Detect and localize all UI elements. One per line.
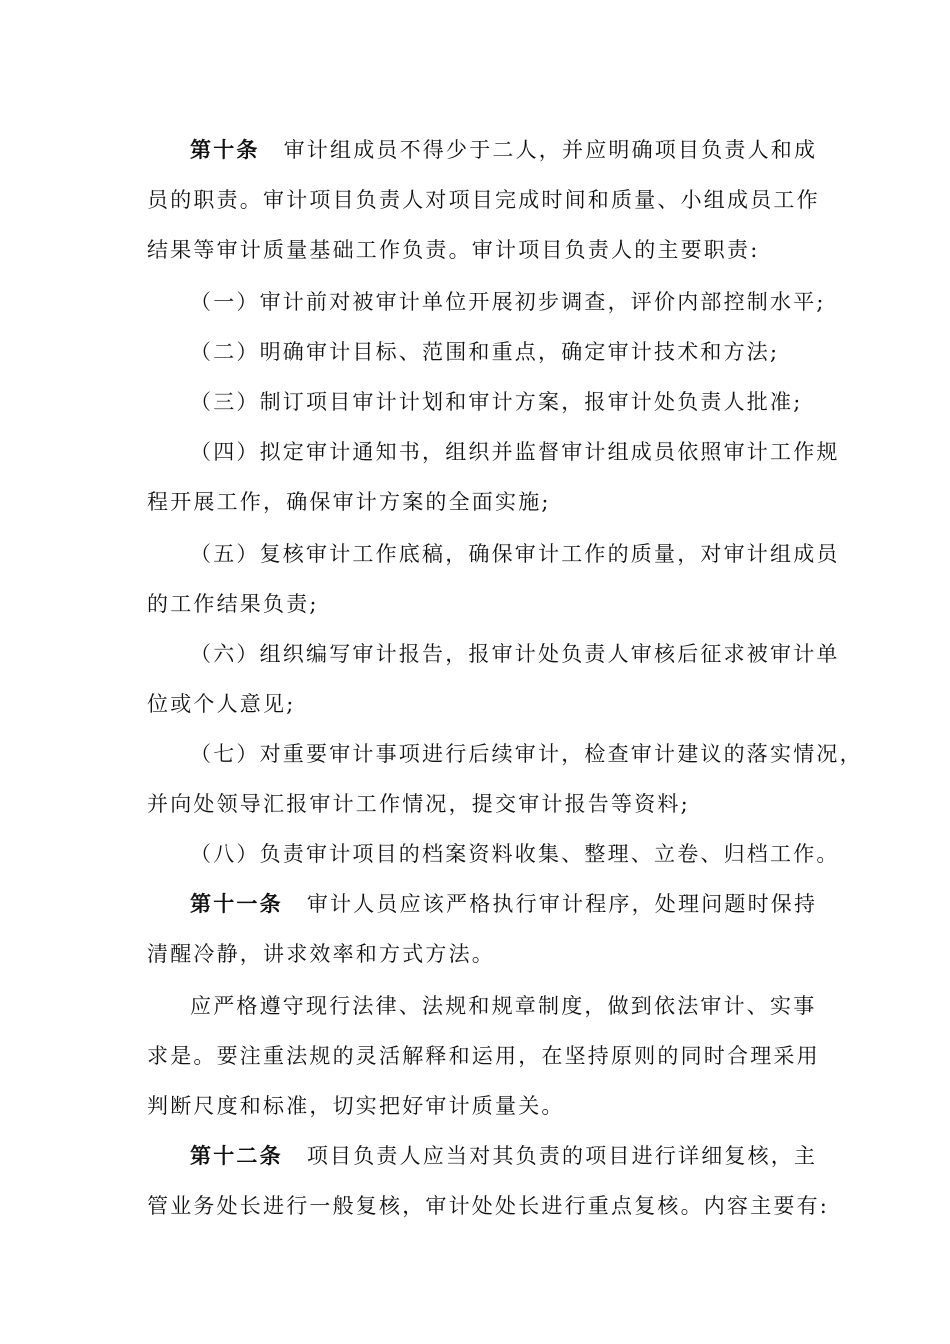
article-10-line-3: 结果等审计质量基础工作负责。审计项目负责人的主要职责: — [147, 238, 760, 262]
list-item-3: （三）制订项目审计计划和审计方案，报审计处负责人批准; — [190, 390, 803, 414]
article-number: 第十条 — [190, 137, 260, 162]
paragraph-text: 审计组成员不得少于二人，并应明确项目负责人和成 — [283, 138, 818, 162]
list-item-2: （二）明确审计目标、范围和重点，确定审计技术和方法; — [190, 340, 780, 364]
article-10-line-1 — [190, 136, 870, 164]
article-number: 第十二条 — [190, 1143, 283, 1168]
article-11-para-2-line-1: 应严格遵守现行法律、法规和规章制度，做到依法审计、实事 — [190, 994, 817, 1018]
list-item-7-line-2: 并向处领导汇报审计工作情况，提交审计报告等资料; — [147, 792, 690, 816]
article-12-line-1 — [190, 1142, 870, 1170]
list-item-6-line-1: （六）组织编写审计报告，报审计处负责人审核后征求被审计单 — [190, 642, 840, 666]
paragraph-text: 审计人员应该严格执行审计程序，处理问题时保持 — [306, 892, 818, 916]
list-item-7-line-1: （七）对重要审计事项进行后续审计，检查审计建议的落实情况， — [190, 742, 863, 766]
article-11-para-2-line-3: 判断尺度和标准，切实把好审计质量关。 — [147, 1094, 565, 1118]
list-item-5-line-1: （五）复核审计工作底稿，确保审计工作的质量，对审计组成员 — [190, 542, 840, 566]
article-12-line-2: 管业务处长进行一般复核，审计处处长进行重点复核。内容主要有: — [147, 1194, 830, 1218]
list-item-5-line-2: 的工作结果负责; — [147, 592, 319, 616]
article-11-para-2-line-2: 求是。要注重法规的灵活解释和运用，在坚持原则的同时合理采用 — [147, 1044, 820, 1068]
list-item-6-line-2: 位或个人意见; — [147, 692, 296, 716]
article-10-line-2: 员的职责。审计项目负责人对项目完成时间和质量、小组成员工作 — [147, 188, 820, 212]
paragraph-text: 项目负责人应当对其负责的项目进行详细复核，主 — [306, 1144, 818, 1168]
list-item-8: （八）负责审计项目的档案资料收集、整理、立卷、归档工作。 — [190, 842, 840, 866]
list-item-4-line-1: （四）拟定审计通知书，组织并监督审计组成员依照审计工作规 — [190, 440, 840, 464]
article-11-line-1 — [190, 890, 870, 918]
list-item-4-line-2: 程开展工作，确保审计方案的全面实施; — [147, 490, 551, 514]
article-11-line-2: 清醒冷静，讲求效率和方式方法。 — [147, 942, 495, 966]
list-item-1: （一）审计前对被审计单位开展初步调查，评价内部控制水平; — [190, 290, 826, 314]
article-number: 第十一条 — [190, 891, 283, 916]
